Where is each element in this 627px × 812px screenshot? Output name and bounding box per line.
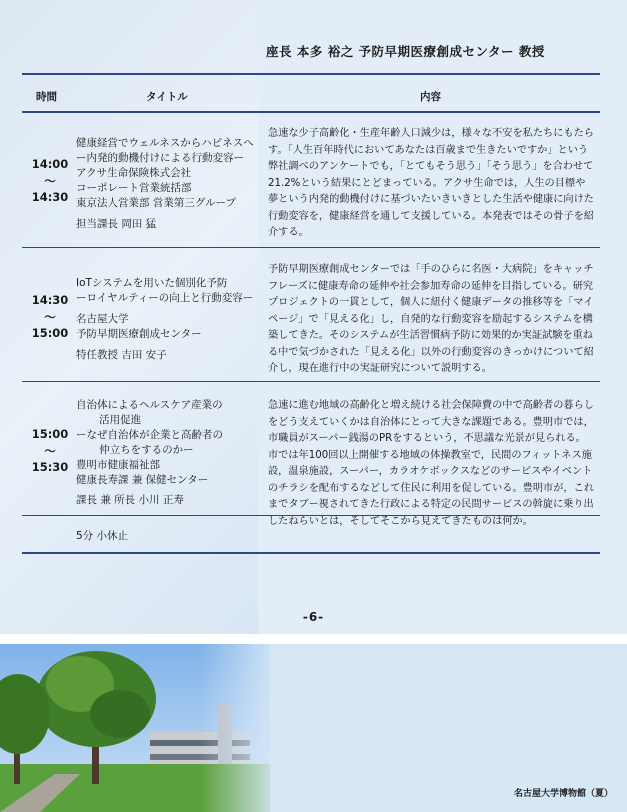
header-title: タイトル <box>146 91 188 103</box>
header-time: 時間 <box>36 91 57 103</box>
row-divider <box>22 515 600 516</box>
session-3-speaker: 課長 兼 所長 小川 正寿 <box>76 494 184 507</box>
table-bottom-rule <box>22 552 600 554</box>
session-2-speaker: 特任教授 吉田 安子 <box>76 348 167 361</box>
photo-caption: 名古屋大学博物館（夏） <box>513 789 613 799</box>
page-number: -6- <box>302 610 325 624</box>
session-2-time: 14:30 ～ 15:00 <box>31 293 69 341</box>
row-divider <box>22 381 600 382</box>
session-1-speaker: 担当課長 岡田 猛 <box>76 217 157 230</box>
session-3-time: 15:00 ～ 15:30 <box>31 427 69 475</box>
session-3-title: 自治体によるヘルスケア産業の 活用促進 ーなぜ自治体が企業と高齢者の 仲立ちをするのかー 豊明市健康福祉部 健康長寿課 兼 保健センター 課長 兼 所長 小川 正寿 <box>76 398 262 508</box>
break-row: 5分 小休止 <box>76 530 129 542</box>
session-1-time: 14:00 ～ 14:30 <box>31 157 69 205</box>
header-bottom-rule <box>22 111 600 113</box>
session-1-content: 急速な少子高齢化・生産年齢人口減少は，様々な不安を私たちにもたらす。「人生百年時代においてあなたは百歳まで生きたいですか」という弊社調べのアンケートでも，「とてもそう思う」「そう思う」を合わせて21.2%という結果にとどまっている。アクサ生命では，人生の目標や夢という内発的動機付けに基づいたいきいきとした生活や健康に向けた行動変容を，健康経営を通して支援している。本発表ではその骨子を紹介する。 <box>268 128 594 239</box>
session-3-content: 急速に進む地域の高齢化と増え続ける社会保障費の中で高齢者の暮らしをどう支えていくかは自治体にとって大きな課題である。豊明市では，市職員がスーパー銭湯のPRをするという，不思議な光景が見られる。市では年100回以上開催する地域の体操教室で，民間のフィットネス施設，温泉施設，スーパー，カラオケボックスなどのサービスやイベントのチラシを配布するなどして住民に利用を促している。豊明市が，これまでタブー視されてきた行政による特定の民間サービスの斡旋に乗り出したねらいとは，そしてそこから見えてきたものは何か。 <box>268 400 594 527</box>
session-1-title: 健康経営でウェルネスからハピネスへ ー内発的動機付けによる行動変容ー アクサ生命保険株式会社 コーポレート営業統括部 東京法人営業部 営業第三グループ 担当課長 岡田 猛 <box>76 136 262 231</box>
session-2-content: 予防早期医療創成センターでは「手のひらに名医・大病院」をキャッチフレーズに健康寿命の延伸や社会参加寿命の延伸を目指している。研究プロジェクトの一貫として，個人に紐付く健康データの推移等を「マイページ」で「見える化」し，自発的な行動変容を励起するシステムを構築してきた。そのシステムが生活習慣病予防に効果的か実証試験を重ねる中で気づかされた「見える化」以外の行動変容のきっかけについて紹介し，現在進行中の実証研究について説明する。 <box>268 264 594 375</box>
session-2-title: IoTシステムを用いた個別化予防 ーロイヤルティーの向上と行動変容ー 名古屋大学 予防早期医療創成センター 特任教授 吉田 安子 <box>76 276 262 363</box>
row-divider <box>22 247 600 248</box>
header-content: 内容 <box>420 91 441 103</box>
session-chair: 座長 本多 裕之 予防早期医療創成センター 教授 <box>266 44 545 59</box>
table-top-rule <box>22 73 600 75</box>
